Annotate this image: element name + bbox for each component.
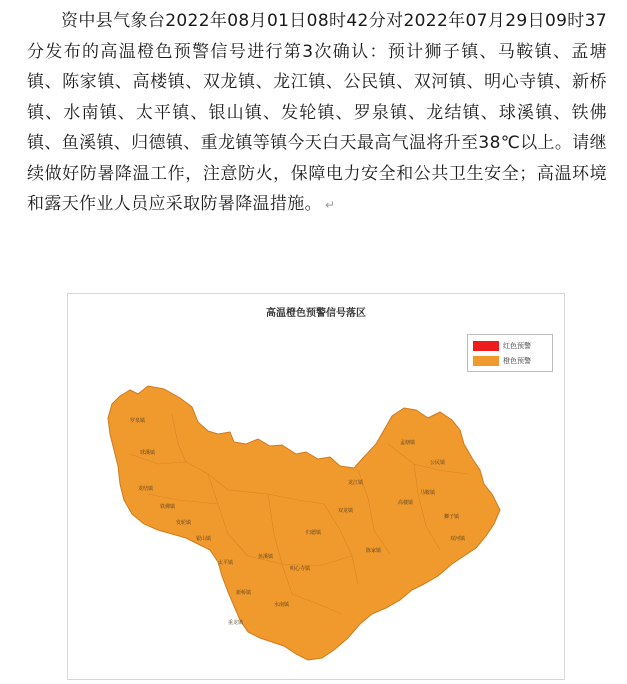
warning-map-figure — [67, 293, 565, 680]
town-label: 双龙镇 — [338, 508, 354, 514]
town-label: 银山镇 — [196, 536, 212, 542]
town-label: 发轮镇 — [176, 520, 192, 526]
town-label: 明心寺镇 — [290, 566, 311, 572]
town-label: 水南镇 — [274, 602, 290, 608]
warning-article — [27, 6, 607, 221]
town-label: 龙结镇 — [138, 486, 154, 492]
town-label: 新桥镇 — [236, 590, 252, 596]
town-label: 狮子镇 — [444, 514, 460, 520]
warning-paragraph — [27, 6, 607, 221]
town-label: 罗泉镇 — [130, 418, 146, 424]
town-label: 球溪镇 — [140, 450, 156, 456]
town-label: 高楼镇 — [398, 500, 414, 506]
map-legend — [467, 334, 553, 372]
legend-item-red — [468, 338, 552, 353]
town-label: 公民镇 — [430, 460, 446, 466]
legend-label-red: 红色预警 — [503, 341, 531, 350]
orange-swatch — [473, 356, 499, 366]
county-region-shape — [108, 386, 500, 660]
town-label: 太平镇 — [218, 560, 234, 566]
red-swatch — [473, 341, 499, 351]
paragraph-mark-icon: ↵ — [324, 198, 336, 212]
town-label: 孟塘镇 — [400, 440, 416, 446]
town-label: 马鞍镇 — [420, 490, 436, 496]
town-label: 归德镇 — [306, 530, 322, 536]
town-label: 双河镇 — [450, 536, 466, 542]
town-label: 重龙镇 — [228, 620, 244, 626]
town-label: 铁佛镇 — [160, 504, 176, 510]
map-title: 高温橙色预警信号落区 — [266, 308, 366, 319]
warning-text: 资中县气象台2022年08月01日08时42分对2022年07月29日09时37分发布的高温橙色预警信号进行第3次确认：预计狮子镇、马鞍镇、孟塘镇、陈家镇、高楼镇、双龙镇、龙江镇、公民镇、双河镇、明心寺镇、新桥镇、水南镇、太平镇、银山镇、发轮镇、罗泉镇、龙结镇、球溪镇、铁佛镇、鱼溪镇、归德镇、重龙镇等镇今天白天最高气温将升至38℃以上。请继续做好防暑降温工作，注意防火，保障电力安全和公共卫生安全；高温环境和露天作业人员应采取防暑降温措施。 — [27, 11, 607, 214]
town-label: 龙江镇 — [348, 480, 364, 486]
town-label: 陈家镇 — [366, 548, 382, 554]
legend-label-orange: 橙色预警 — [503, 356, 531, 365]
legend-item-orange — [468, 353, 552, 368]
town-label: 鱼溪镇 — [258, 554, 274, 560]
